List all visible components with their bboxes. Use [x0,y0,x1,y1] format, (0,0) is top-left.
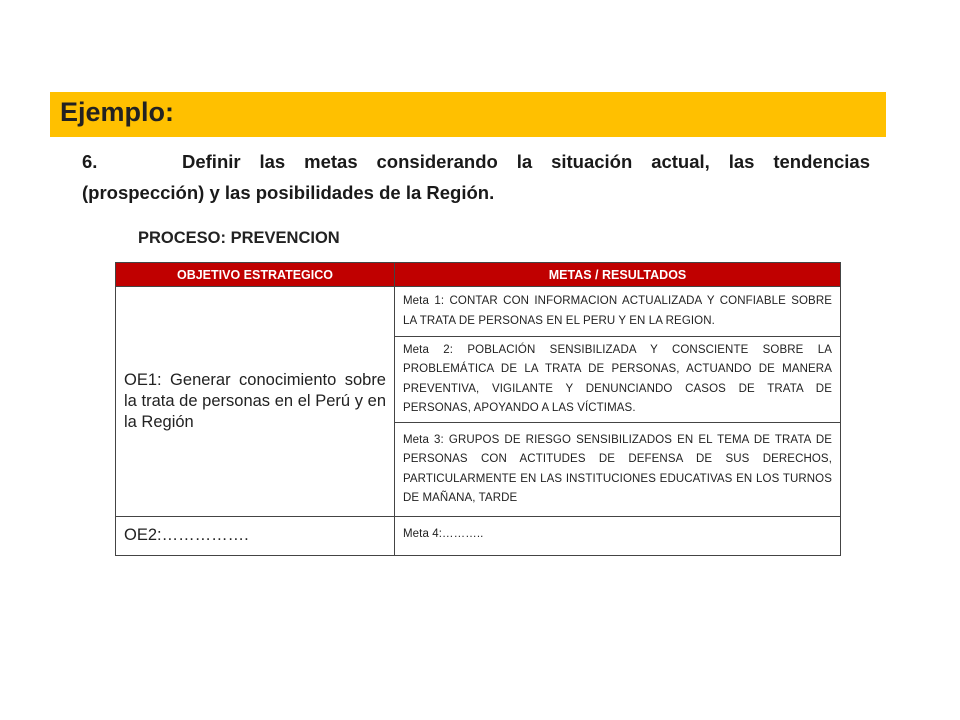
meta-cell-2: Meta 2: POBLACIÓN SENSIBILIZADA Y CONSCIENTE SOBRE LA PROBLEMÁTICA DE LA TRATA DE PERSONAS, ACTUANDO DE MANERA PREVENTIVA, VIGILANTE Y DENUNCIANDO CASOS DE TRATA DE PERSONAS, APOYANDO A LAS VÍCTIMAS. [395,337,841,423]
intro-paragraph [82,146,870,208]
header-objective: OBJETIVO ESTRATEGICO [116,263,395,287]
objective-cell-oe1: OE1: Generar conocimiento sobre la trata de personas en el Perú y en la Región [116,287,395,517]
table-row [116,287,841,337]
example-title: Ejemplo: [60,97,175,127]
meta-cell-1: Meta 1: CONTAR CON INFORMACION ACTUALIZADA Y CONFIABLE SOBRE LA TRATA DE PERSONAS EN EL PERU Y EN LA REGION. [395,287,841,337]
goals-table [115,262,841,556]
objective-cell-oe2: OE2:……………. [116,517,395,556]
example-banner [50,92,886,137]
step-end: . [489,182,495,203]
meta-cell-4: Meta 4:……….. [395,517,841,556]
table-row [116,517,841,556]
header-metas: METAS / RESULTADOS [395,263,841,287]
table-header-row [116,263,841,287]
meta-cell-3: Meta 3: GRUPOS DE RIESGO SENSIBILIZADOS EN EL TEMA DE TRATA DE PERSONAS CON ACTITUDES DE DEFENSA DE SUS DERECHOS, PARTICULARMENTE EN LAS INSTITUCIONES EDUCATIVAS EN LOS TURNOS DE MAÑANA, TARDE [395,423,841,517]
process-title: PROCESO: PREVENCION [138,229,340,247]
step-text: Definir las metas considerando la situación actual, las tendencias (prospección) y las posibilidades de la Región [82,151,870,203]
step-number: 6. [82,151,98,172]
